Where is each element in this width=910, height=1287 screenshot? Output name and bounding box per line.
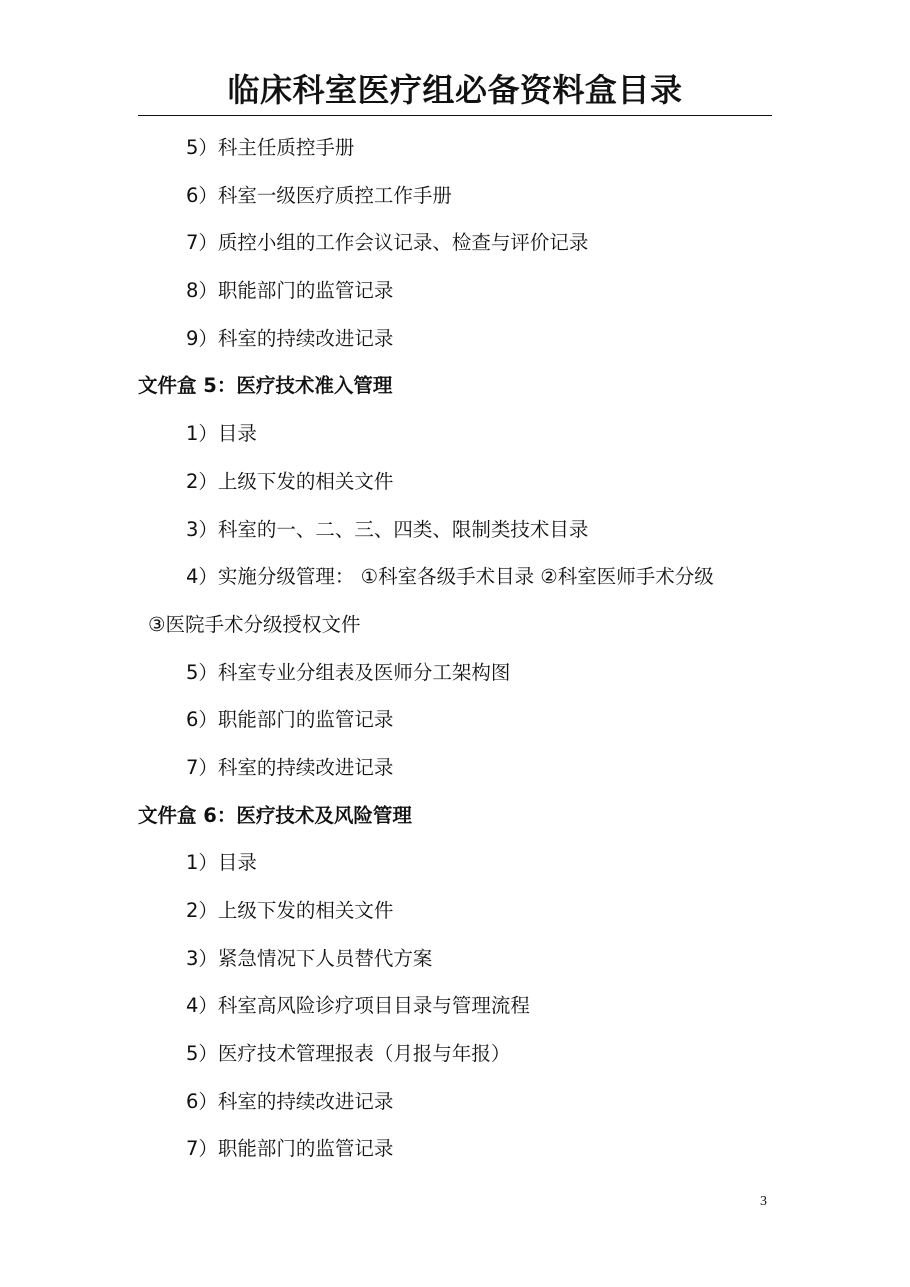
section-heading-box-6: 文件盒 6：医疗技术及风险管理 xyxy=(138,803,412,827)
list-item: 1）目录 xyxy=(186,851,257,875)
title-underline xyxy=(138,115,772,116)
list-item-continuation: ③医院手术分级授权文件 xyxy=(148,612,361,636)
list-item: 7）质控小组的工作会议记录、检查与评价记录 xyxy=(186,231,589,255)
page-number: 3 xyxy=(760,1194,767,1209)
list-item: 3）紧急情况下人员替代方案 xyxy=(186,946,433,970)
document-body xyxy=(0,124,910,1173)
list-item: 9）科室的持续改进记录 xyxy=(186,326,394,350)
list-item: 5）科主任质控手册 xyxy=(186,136,355,159)
list-item: 1）目录 xyxy=(186,422,257,446)
list-item: 4）实施分级管理： ①科室各级手术目录 ②科室医师手术分级 xyxy=(186,565,714,589)
list-item: 6）科室的持续改进记录 xyxy=(186,1089,394,1113)
list-item: 6）科室一级医疗质控工作手册 xyxy=(186,183,452,207)
list-item: 3）科室的一、二、三、四类、限制类技术目录 xyxy=(186,517,589,541)
section-heading-box-5: 文件盒 5：医疗技术准入管理 xyxy=(138,374,393,398)
list-item: 7）职能部门的监管记录 xyxy=(186,1137,394,1161)
list-item: 8）职能部门的监管记录 xyxy=(186,279,394,303)
list-item: 2）上级下发的相关文件 xyxy=(186,469,394,493)
list-item: 5）科室专业分组表及医师分工架构图 xyxy=(186,660,511,684)
list-item: 2）上级下发的相关文件 xyxy=(186,899,394,922)
list-item: 7）科室的持续改进记录 xyxy=(186,755,394,779)
list-item: 4）科室高风险诊疗项目目录与管理流程 xyxy=(186,994,530,1018)
list-item: 6）职能部门的监管记录 xyxy=(186,708,394,732)
page-title: 临床科室医疗组必备资料盒目录 xyxy=(227,71,683,109)
list-item: 5）医疗技术管理报表（月报与年报） xyxy=(186,1042,511,1066)
